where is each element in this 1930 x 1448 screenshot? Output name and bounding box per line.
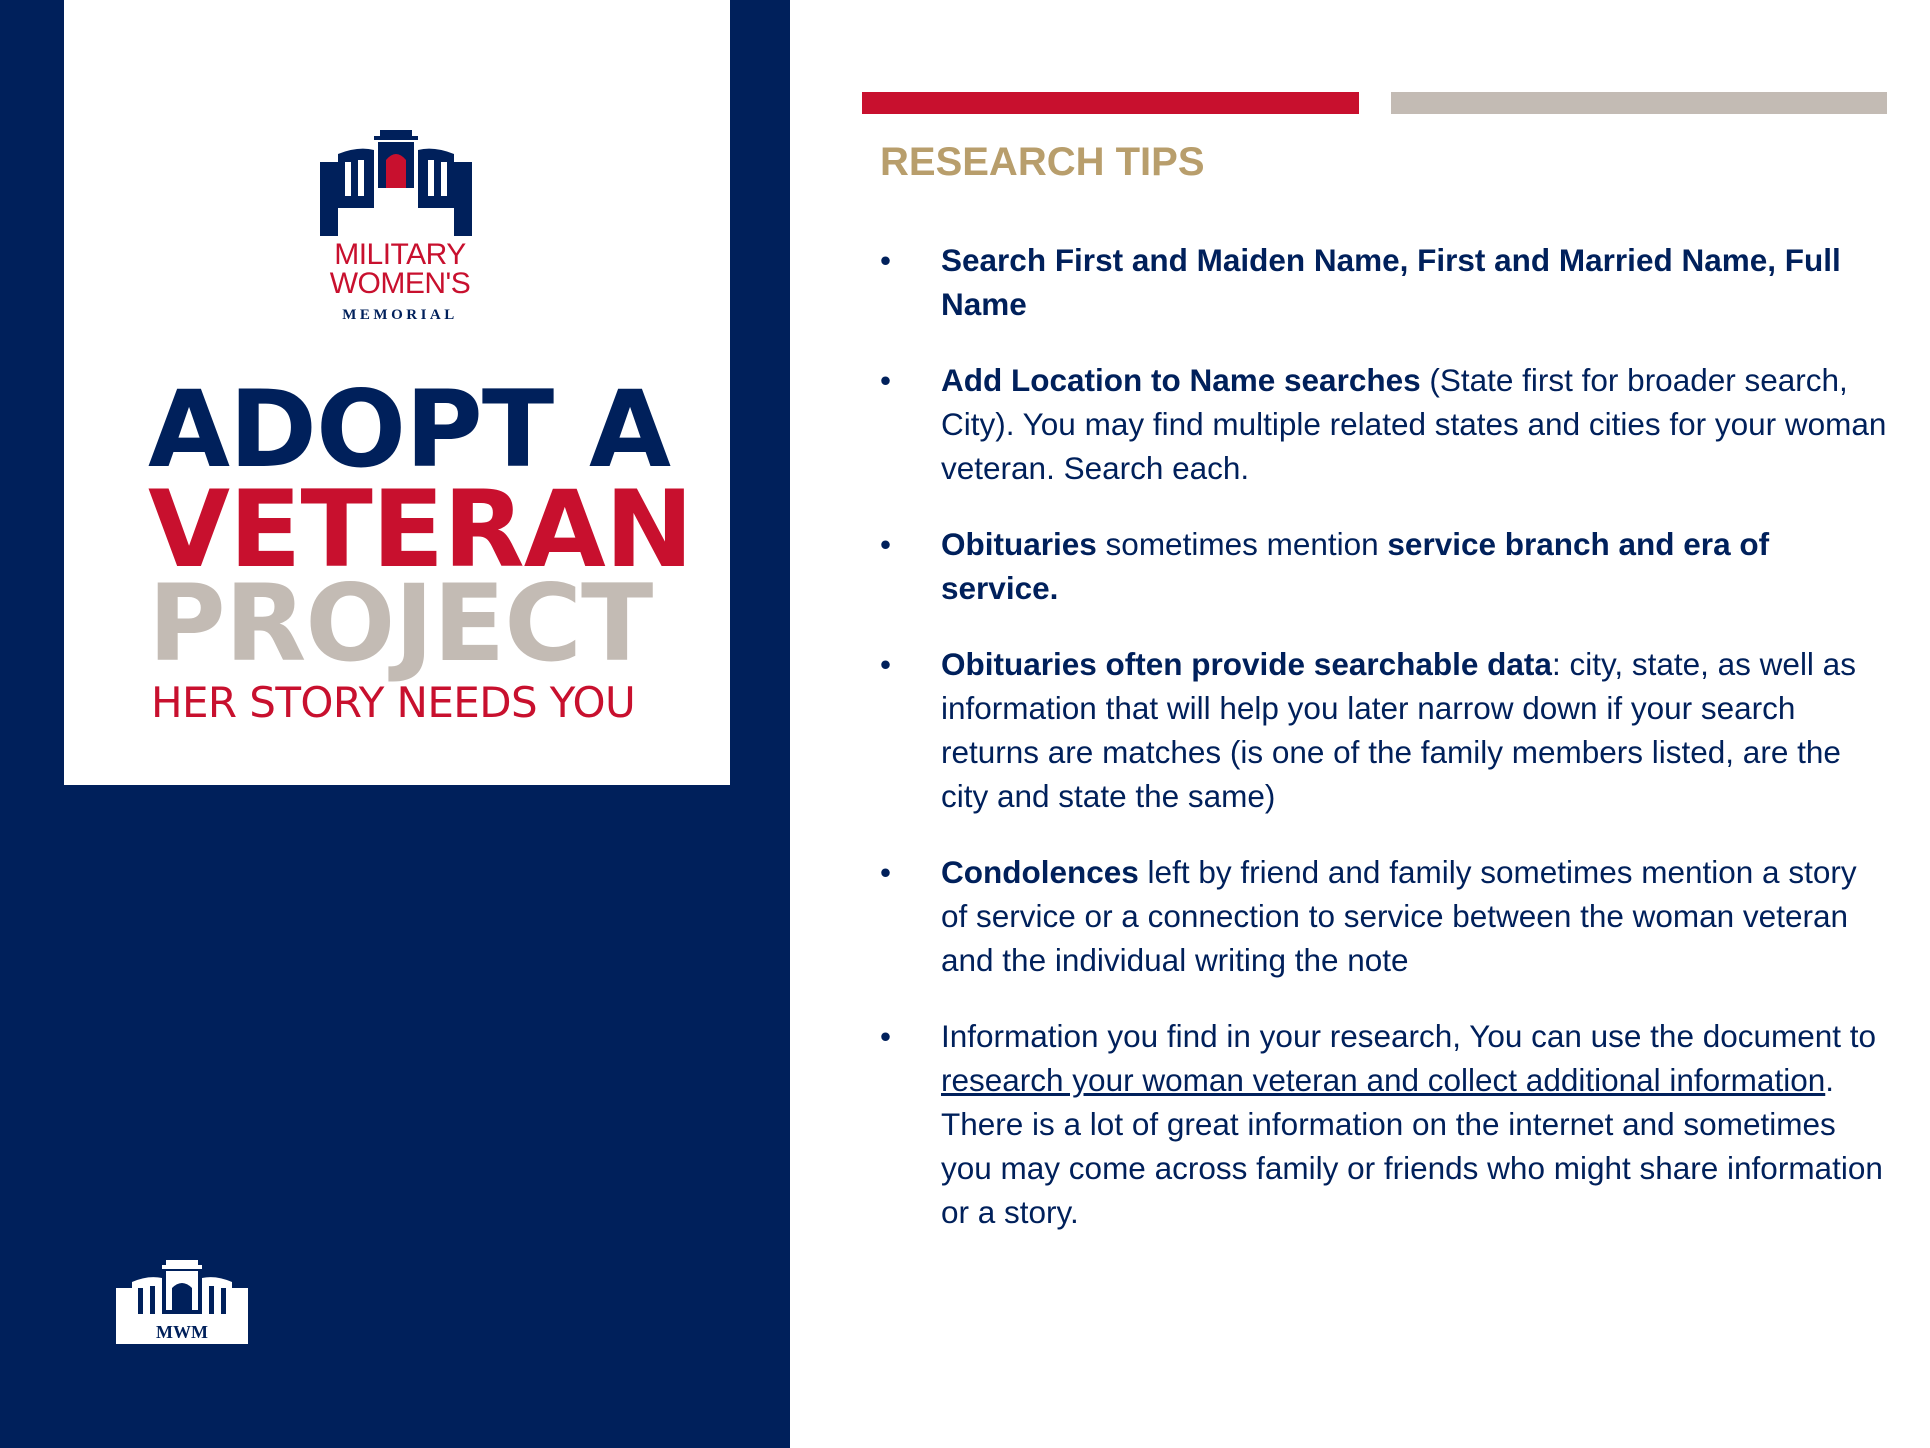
- title-adopt-a: ADOPT A: [148, 368, 671, 491]
- tip-text: (State first for broader search, City). You may find multiple related states and cities for your woman veteran. Search each.: [941, 362, 1887, 486]
- logo-wordmark: [300, 240, 500, 298]
- list-item: [880, 238, 1890, 326]
- tip-bold-text: Obituaries: [941, 526, 1097, 562]
- accent-bar-grey: [1391, 92, 1887, 114]
- tip-text: sometimes mention: [1096, 526, 1388, 562]
- tip-bold-text: Obituaries often provide searchable data: [941, 646, 1552, 682]
- accent-bar-red: [862, 92, 1359, 114]
- logo-line-military: MILITARY: [334, 238, 466, 271]
- list-item: [880, 642, 1890, 818]
- list-item: [880, 522, 1890, 610]
- tip-bold-text-2: service branch and era of service.: [941, 526, 1770, 606]
- title-project: PROJECT: [148, 562, 653, 685]
- list-item: [880, 1014, 1890, 1234]
- title-veteran: VETERAN: [148, 468, 693, 591]
- tip-text: Information you find in your research, You can use the document to: [941, 1018, 1877, 1054]
- tip-text: left by friend and family sometimes mention a story of service or a connection to service between the woman veteran and the individual writing the note: [941, 854, 1857, 978]
- mwm-logo-text: MWM: [156, 1322, 208, 1342]
- bullet: •: [880, 854, 892, 890]
- bullet: •: [880, 242, 892, 278]
- tip-bold-text: Add Location to Name searches: [941, 362, 1421, 398]
- bullet: •: [880, 526, 892, 562]
- tagline: HER STORY NEEDS YOU: [151, 678, 636, 727]
- list-item: [880, 358, 1890, 490]
- memorial-logo-icon: [318, 126, 474, 236]
- bullet: •: [880, 1018, 892, 1054]
- research-tips-list: [880, 238, 1890, 1266]
- logo-line-womens: WOMEN'S: [329, 267, 471, 300]
- tip-text-after: . There is a lot of great information on the internet and sometimes you may come across family or friends who might share information or a story.: [941, 1062, 1883, 1230]
- tip-bold-text: Search First and Maiden Name, First and Married Name, Full Name: [941, 242, 1841, 322]
- tip-text: : city, state, as well as information that will help you later narrow down if your search returns are matches (is one of the family members listed, are the city and state the same): [941, 646, 1856, 814]
- list-item: [880, 850, 1890, 982]
- bullet: •: [880, 646, 892, 682]
- research-document-link[interactable]: research your woman veteran and collect additional information: [941, 1062, 1826, 1098]
- bullet: •: [880, 362, 892, 398]
- section-heading: RESEARCH TIPS: [880, 140, 1205, 184]
- mwm-logo-icon: [114, 1258, 250, 1344]
- logo-line-memorial: MEMORIAL: [342, 307, 458, 323]
- tip-bold-text: Condolences: [941, 854, 1139, 890]
